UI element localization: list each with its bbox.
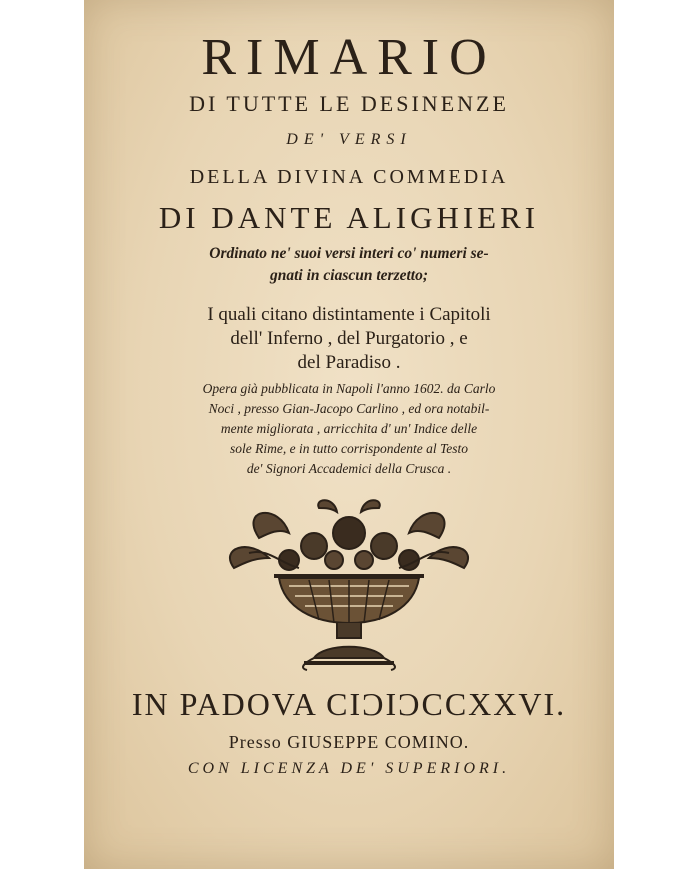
subtitle-desinenze: DI TUTTE LE DESINENZE bbox=[189, 91, 509, 116]
imprint-place-date: IN PADOVA CIϽIϽCCXXVI. bbox=[131, 686, 567, 722]
subtitle-commedia: DELLA DIVINA COMMEDIA bbox=[189, 166, 509, 188]
opera-note-line-5: de' Signori Accademici della Crusca . bbox=[246, 461, 452, 476]
opera-note-line-2: Noci , presso Gian-Jacopo Carlino , ed ora notabil- bbox=[208, 401, 490, 416]
opera-note-line-1: Opera già pubblicata in Napoli l'anno 1602. da Carlo bbox=[202, 381, 496, 396]
title-page bbox=[84, 0, 614, 869]
author-name: DI DANTE ALIGHIERI bbox=[158, 200, 540, 235]
book-title: RIMARIO bbox=[201, 29, 497, 86]
description-line-1: I quali citano distintamente i Capitoli bbox=[207, 304, 491, 325]
opera-note-line-4: sole Rime, e in tutto corrispondente al Testo bbox=[230, 441, 468, 456]
ordinato-line-2: gnati in ciascun terzetto; bbox=[269, 267, 429, 284]
imprint-printer: Presso GIUSEPPE COMINO. bbox=[228, 732, 470, 752]
imprint-license: CON LICENZA DE' SUPERIORI. bbox=[187, 760, 511, 777]
opera-note-line-3: mente migliorata , arricchita d' un' Indice delle bbox=[220, 421, 478, 436]
flower-basket-vase-icon bbox=[219, 498, 479, 673]
description-line-2: dell' Inferno , del Purgatorio , e bbox=[230, 328, 468, 349]
subtitle-versi: DE' VERSI bbox=[286, 131, 412, 148]
ordinato-line-1: Ordinato ne' suoi versi interi co' numeri se- bbox=[209, 245, 489, 262]
description-line-3: del Paradiso . bbox=[297, 352, 401, 373]
